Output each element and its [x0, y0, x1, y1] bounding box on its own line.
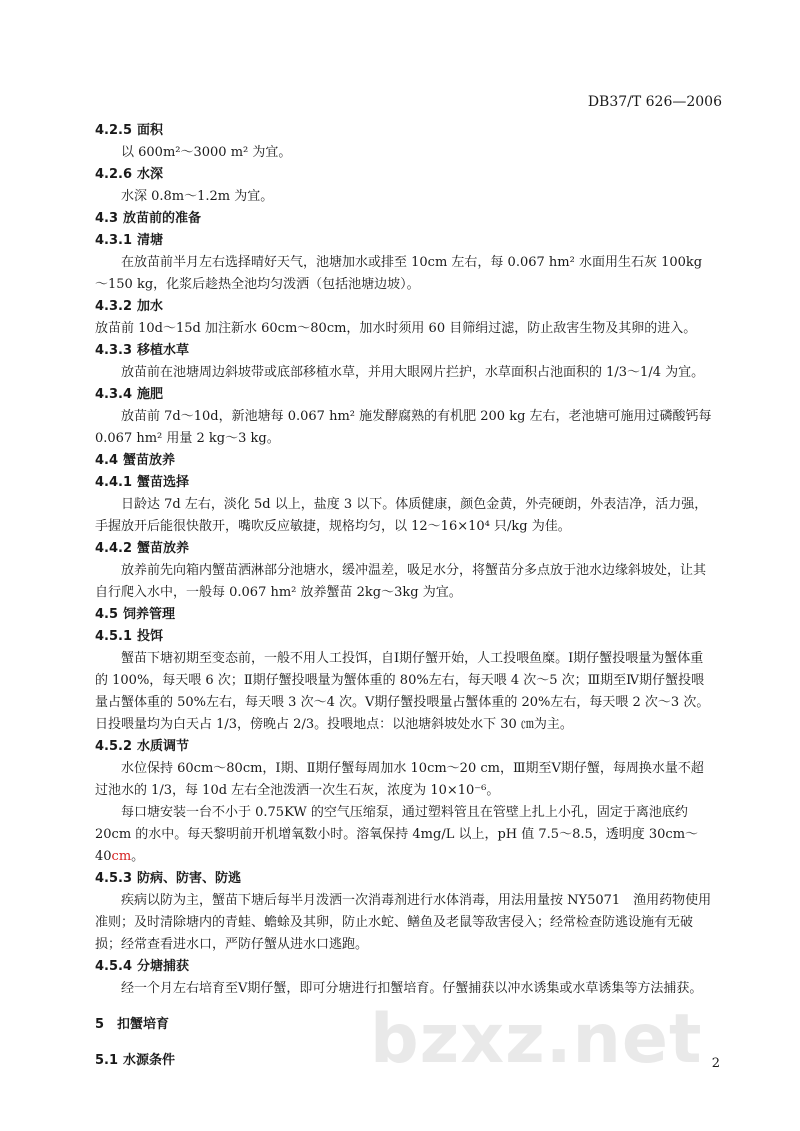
paragraph: 放苗前 10d～15d 加注新水 60cm～80cm，加水时须用 60 目筛绢过滤，防止敌害生物及其卵的进入。 — [95, 321, 697, 336]
section-heading: 4.3.3 移植水草 — [95, 343, 190, 358]
section-heading: 4.5.2 水质调节 — [95, 739, 190, 754]
section-heading: 4.2.5 面积 — [95, 123, 164, 138]
paragraph: 疾病以防为主，蟹苗下塘后每半月泼洒一次消毒剂进行水体消毒，用法用量按 NY5071 渔用药物使用准则；及时清除塘内的青蛙、蟾蜍及其卵，防止水蛇、鳝鱼及老鼠等敌害侵入；经常检查防逃设施有无破损；经常查看进水口，严防仔蟹从进水口逃跑。 — [95, 893, 712, 952]
paragraph: 以 600m²～3000 m² 为宜。 — [121, 145, 292, 160]
paragraph: 蟹苗下塘初期至变态前，一般不用人工投饵，自Ⅰ期仔蟹开始，人工投喂鱼糜。Ⅰ期仔蟹投喂量为蟹体重的 100%，每天喂 6 次；Ⅱ期仔蟹投喂量为蟹体重的 80%左右，每天喂 4 次～5 次；Ⅲ期至Ⅳ期仔蟹投喂量占蟹体重的 50%左右，每天喂 3 次～4 次。Ⅴ期仔蟹投喂量占蟹体重的 20%左右，每天喂 2 次～3 次。日投喂量均为白天占 1/3，傍晚占 2/3。投喂地点：以池塘斜坡处水下 30 ㎝为主。 — [95, 651, 710, 732]
section-heading: 4.5.3 防病、防害、防逃 — [95, 871, 242, 886]
paragraph: 水深 0.8m～1.2m 为宜。 — [121, 189, 274, 204]
section-heading: 4.2.6 水深 — [95, 167, 164, 182]
watermark: bzxz.net — [370, 1000, 703, 1079]
section-heading: 4.3.4 施肥 — [95, 387, 164, 402]
section-heading: 4.4 蟹苗放养 — [95, 453, 176, 468]
paragraph: 放苗前 7d～10d，新池塘每 0.067 hm² 施发酵腐熟的有机肥 200 kg 左右，老池塘可施用过磷酸钙每 0.067 hm² 用量 2 kg～3 kg。 — [95, 409, 712, 446]
standard-number: DB37/T 626—2006 — [587, 94, 722, 110]
section-heading: 4.3.1 清塘 — [95, 233, 164, 248]
paragraph: 在放苗前半月左右选择晴好天气，池塘加水或排至 10cm 左右，每 0.067 hm² 水面用生石灰 100kg～150 kg，化浆后趁热全池均匀泼洒（包括池塘边坡）。 — [95, 255, 703, 292]
paragraph: 放养前先向箱内蟹苗洒淋部分池塘水，缓冲温差，吸足水分，将蟹苗分多点放于池水边缘斜坡处，让其自行爬入水中，一般每 0.067 hm² 放养蟹苗 2kg～3kg 为宜。 — [95, 563, 707, 600]
section-heading: 4.4.2 蟹苗放养 — [95, 541, 190, 556]
section-heading: 5.1 水源条件 — [95, 1053, 176, 1068]
section-heading: 4.4.1 蟹苗选择 — [95, 475, 190, 490]
section-heading: 4.5 饲养管理 — [95, 607, 176, 622]
document-body — [95, 120, 715, 1072]
paragraph: 水位保持 60cm～80cm，Ⅰ期、Ⅱ期仔蟹每周加水 10cm～20 cm，Ⅲ期至Ⅴ期仔蟹，每周换水量不超过池水的 1/3，每 10d 左右全池泼洒一次生石灰，浓度为 10×10⁻⁶。 — [95, 761, 704, 798]
paragraph: 经一个月左右培育至Ⅴ期仔蟹，即可分塘进行扣蟹培育。仔蟹捕获以冲水诱集或水草诱集等方法捕获。 — [121, 981, 703, 996]
paragraph: 放苗前在池塘周边斜坡带或底部移植水草，并用大眼网片拦护，水草面积占池面积的 1/3～1/4 为宜。 — [121, 365, 705, 380]
section-heading: 4.5.1 投饵 — [95, 629, 164, 644]
highlighted-unit: cm — [111, 849, 132, 864]
section-heading: 4.3.2 加水 — [95, 299, 164, 314]
section-heading: 4.3 放苗前的准备 — [95, 211, 202, 226]
paragraph: 每口塘安装一台不小于 0.75KW 的空气压缩泵，通过塑料管且在管壁上扎上小孔，固定于离池底约 20cm 的水中。每天黎明前开机增氧数小时。溶氧保持 4mg/L 以上，pH 值 7.5～8.5，透明度 30cm～40cm。 — [95, 805, 699, 864]
paragraph: 日龄达 7d 左右，淡化 5d 以上，盐度 3 以下。体质健康，颜色金黄，外壳硬朗，外表洁净，活力强，手握放开后能很快散开，嘴吹反应敏捷，规格均匀，以 12～16×10⁴ 只/kg 为佳。 — [95, 497, 708, 534]
section-heading: 4.5.4 分塘捕获 — [95, 959, 190, 974]
page-number: 2 — [711, 1056, 720, 1071]
chapter-heading: 5 扣蟹培育 — [95, 1017, 170, 1032]
